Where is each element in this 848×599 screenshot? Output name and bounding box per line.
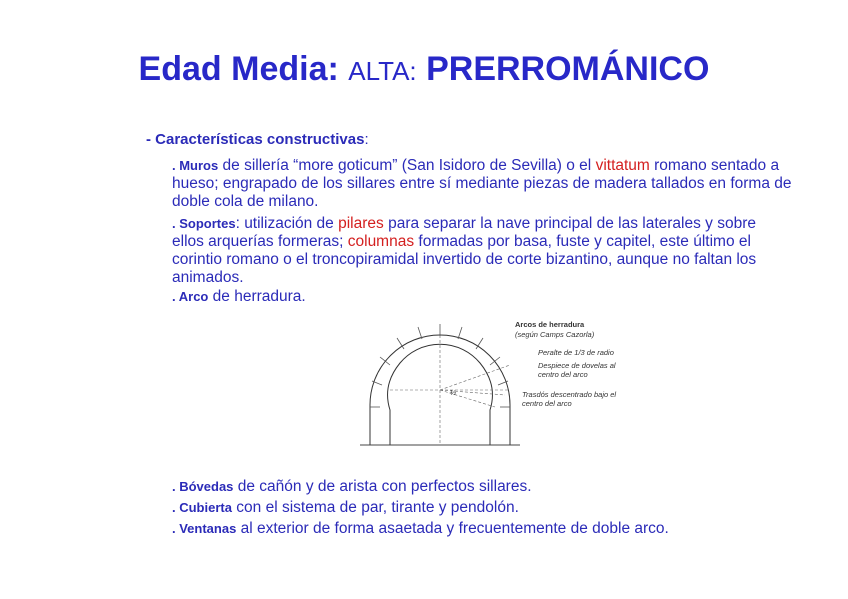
paragraph-ventanas: [172, 520, 792, 538]
highlight-pilares: pilares: [338, 215, 384, 232]
soportes-text-2: para separar la nave principal de las laterales y sobre ellos arquerías formeras;: [172, 215, 756, 250]
cubierta-text: con el sistema de par, tirante y pendolón.: [231, 499, 519, 516]
paragraph-bovedas: [172, 478, 792, 496]
slide-title: [0, 50, 848, 89]
soportes-text-1: : utilización de: [235, 215, 339, 232]
title-part-3: PRERROMÁNICO: [426, 50, 710, 88]
note-trasdos-1: Trasdós descentrado bajo el: [522, 390, 617, 399]
arco-text: de herradura.: [208, 288, 306, 305]
lead-arco: . Arco: [172, 289, 209, 304]
lead-ventanas: . Ventanas: [172, 521, 237, 536]
caption-line-2: (según Camps Cazorla): [515, 330, 595, 339]
section-label: - Características constructivas: [146, 131, 365, 148]
ventanas-text: al exterior de forma asaetada y frecuentemente de doble arco.: [236, 520, 669, 537]
title-part-1: Edad Media:: [138, 50, 339, 88]
paragraph-cubierta: [172, 499, 792, 517]
lead-muros: . Muros: [172, 158, 219, 173]
note-peralte: Peralte de 1/3 de radio: [538, 348, 614, 357]
highlight-vittatum: vittatum: [595, 157, 650, 174]
horseshoe-arch-figure: [360, 315, 660, 450]
muros-text-1: de sillería “more goticum” (San Isidoro de Sevilla) o el: [218, 157, 596, 174]
mark-label: ½: [450, 388, 457, 397]
lead-cubierta: . Cubierta: [172, 500, 232, 515]
note-despiece-2: centro del arco: [538, 370, 588, 379]
section-colon: :: [364, 131, 369, 148]
lead-soportes: . Soportes: [172, 216, 236, 231]
arch-intrados: [388, 344, 493, 445]
horseshoe-arch-drawing: [360, 315, 660, 450]
paragraph-arco: [172, 288, 792, 306]
muros-text-2: romano sentado a hueso; engrapado de los sillares entre sí mediante piezas de madera tallados en forma de doble cola de milano.: [172, 157, 792, 210]
paragraph-soportes: [172, 215, 792, 287]
section-heading: [146, 131, 369, 148]
note-despiece-1: Despiece de dovelas al: [538, 361, 616, 370]
bovedas-text: de cañón y de arista con perfectos sillares.: [233, 478, 532, 495]
highlight-columnas: columnas: [347, 233, 415, 250]
caption-line-1: Arcos de herradura: [515, 320, 585, 329]
title-part-2: ALTA:: [348, 56, 417, 86]
note-trasdos-2: centro del arco: [522, 399, 572, 408]
lead-bovedas: . Bóvedas: [172, 479, 234, 494]
soportes-text-3: formadas por basa, fuste y capitel, este último el corintio romano o el troncopiramidal invertido de corte bizantino, aunque no faltan los animados.: [172, 233, 757, 286]
paragraph-muros: [172, 157, 792, 211]
